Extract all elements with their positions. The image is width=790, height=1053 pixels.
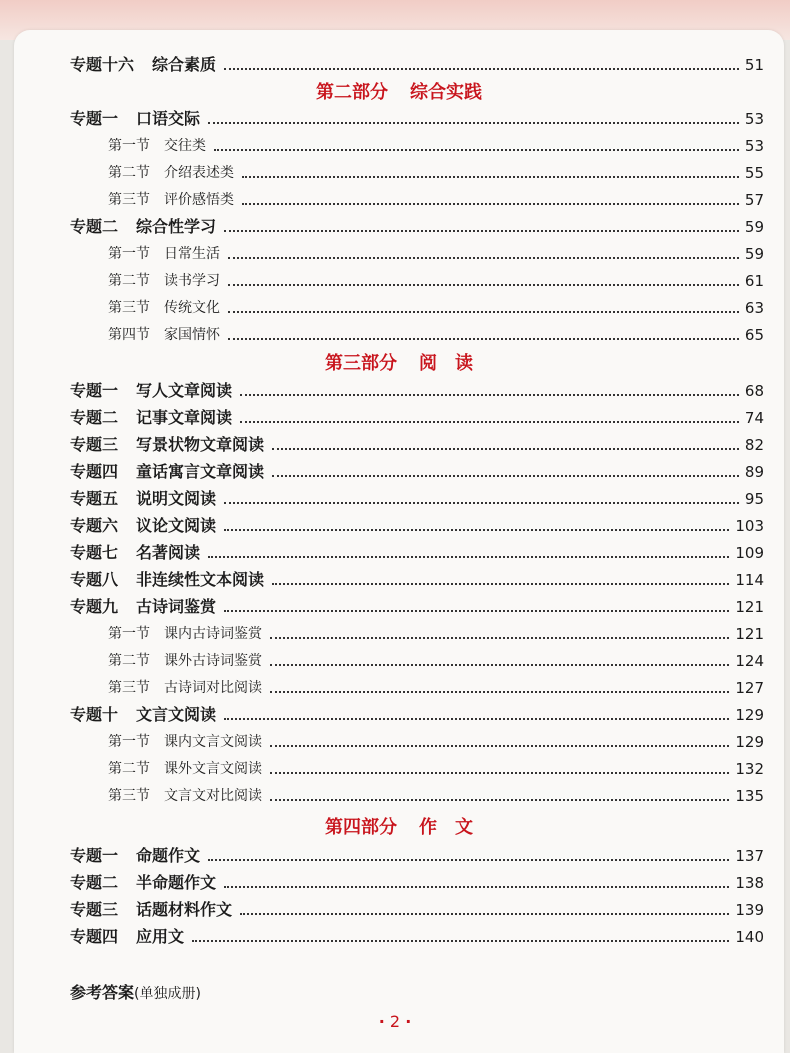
dot-leader xyxy=(208,555,729,558)
dot-leader xyxy=(240,420,739,423)
entry-label: 专题三 xyxy=(70,900,119,919)
dot-leader xyxy=(228,310,739,313)
entry-title: 古诗词对比阅读 xyxy=(164,680,262,696)
entry-title: 家国情怀 xyxy=(164,327,220,343)
entry-title: 综合性学习 xyxy=(136,217,217,236)
entry-page: 55 xyxy=(744,164,764,182)
entry-label: 专题一 xyxy=(70,109,119,128)
entry-label: 第二节 xyxy=(108,273,150,289)
dot-leader xyxy=(224,717,729,720)
dot-leader xyxy=(270,744,729,747)
entry-label: 第二节 xyxy=(108,761,150,777)
page-number xyxy=(0,1012,790,1032)
entry-page: 65 xyxy=(744,326,764,344)
toc-entry[interactable] xyxy=(70,486,764,510)
entry-page: 95 xyxy=(744,490,764,508)
toc-entry[interactable] xyxy=(70,214,764,238)
entry-page: 63 xyxy=(744,299,764,317)
entry-label: 第三节 xyxy=(108,788,150,804)
toc-entry[interactable] xyxy=(70,459,764,483)
part-title: 阅 读 xyxy=(419,353,473,374)
toc-entry[interactable] xyxy=(70,567,764,591)
entry-title: 童话寓言文章阅读 xyxy=(136,462,265,481)
entry-page: 121 xyxy=(735,598,764,616)
toc-subentry[interactable] xyxy=(108,675,764,699)
entry-page: 53 xyxy=(744,137,764,155)
entry-title: 交往类 xyxy=(164,138,206,154)
entry-page: 121 xyxy=(735,625,764,643)
dot-leader xyxy=(208,858,729,861)
entry-page: 82 xyxy=(744,436,764,454)
entry-title: 名著阅读 xyxy=(136,543,201,562)
dot-leader xyxy=(242,175,739,178)
entry-label: 第一节 xyxy=(108,734,150,750)
dot-leader xyxy=(224,229,739,232)
part-number: 第四部分 xyxy=(325,817,397,838)
part-number: 第二部分 xyxy=(316,82,388,103)
entry-label: 专题六 xyxy=(70,516,119,535)
dot-leader xyxy=(214,148,739,151)
dot-leader xyxy=(224,885,729,888)
toc-subentry[interactable] xyxy=(108,133,764,157)
dot-leader xyxy=(228,256,739,259)
entry-page: 138 xyxy=(735,874,764,892)
entry-title: 写人文章阅读 xyxy=(136,381,233,400)
toc-entry[interactable] xyxy=(70,870,764,894)
entry-label: 专题四 xyxy=(70,462,119,481)
entry-label: 专题七 xyxy=(70,543,119,562)
entry-label: 第一节 xyxy=(108,138,150,154)
toc-subentry[interactable] xyxy=(108,268,764,292)
answer-key-note[interactable] xyxy=(70,982,201,1005)
entry-label: 专题四 xyxy=(70,927,119,946)
dot-leader xyxy=(240,393,739,396)
dot-leader xyxy=(270,636,729,639)
toc-entry[interactable] xyxy=(70,405,764,429)
entry-page: 51 xyxy=(744,56,764,74)
page-number-dot-right: · xyxy=(405,1012,412,1031)
toc-entry[interactable] xyxy=(70,702,764,726)
entry-label: 专题五 xyxy=(70,489,119,508)
toc-subentry[interactable] xyxy=(108,783,764,807)
toc-subentry[interactable] xyxy=(108,756,764,780)
entry-page: 114 xyxy=(735,571,764,589)
entry-label: 第四节 xyxy=(108,327,150,343)
toc-entry[interactable] xyxy=(70,378,764,402)
toc-entry[interactable] xyxy=(70,924,764,948)
dot-leader xyxy=(192,939,729,942)
toc-entry[interactable] xyxy=(70,432,764,456)
entry-title: 评价感悟类 xyxy=(164,192,234,208)
entry-label: 第三节 xyxy=(108,300,150,316)
dot-leader xyxy=(272,447,739,450)
entry-label: 专题一 xyxy=(70,381,119,400)
toc-entry[interactable] xyxy=(70,106,764,130)
entry-page: 124 xyxy=(735,652,764,670)
entry-title: 说明文阅读 xyxy=(136,489,217,508)
entry-page: 137 xyxy=(735,847,764,865)
toc-subentry[interactable] xyxy=(108,648,764,672)
entry-title: 读书学习 xyxy=(164,273,220,289)
toc-subentry[interactable] xyxy=(108,729,764,753)
entry-label: 第一节 xyxy=(108,246,150,262)
entry-title: 文言文对比阅读 xyxy=(164,788,262,804)
entry-label: 专题九 xyxy=(70,597,119,616)
toc-entry[interactable] xyxy=(70,513,764,537)
entry-page: 132 xyxy=(735,760,764,778)
dot-leader xyxy=(228,337,739,340)
dot-leader xyxy=(224,609,729,612)
entry-title: 文言文阅读 xyxy=(136,705,217,724)
entry-page: 129 xyxy=(735,706,764,724)
entry-label: 第二节 xyxy=(108,165,150,181)
entry-title: 话题材料作文 xyxy=(136,900,233,919)
toc-entry[interactable] xyxy=(70,843,764,867)
dot-leader xyxy=(208,121,739,124)
entry-page: 109 xyxy=(735,544,764,562)
entry-page: 68 xyxy=(744,382,764,400)
toc-entry[interactable] xyxy=(70,540,764,564)
part-title: 作 文 xyxy=(419,817,473,838)
entry-title: 记事文章阅读 xyxy=(136,408,233,427)
entry-title: 古诗词鉴赏 xyxy=(136,597,217,616)
toc-subentry[interactable] xyxy=(108,621,764,645)
entry-title: 议论文阅读 xyxy=(136,516,217,535)
dot-leader xyxy=(270,798,729,801)
toc-subentry[interactable] xyxy=(108,160,764,184)
dot-leader xyxy=(224,67,739,70)
answer-key-label: 参考答案 xyxy=(70,983,135,1002)
toc-entry[interactable] xyxy=(70,594,764,618)
entry-title: 日常生活 xyxy=(164,246,220,262)
entry-page: 59 xyxy=(744,218,764,236)
entry-page: 129 xyxy=(735,733,764,751)
entry-label: 专题十六 xyxy=(70,55,135,74)
part-heading xyxy=(14,815,784,841)
entry-title: 传统文化 xyxy=(164,300,220,316)
part-heading xyxy=(14,80,784,106)
entry-title: 应用文 xyxy=(136,927,185,946)
dot-leader xyxy=(272,582,729,585)
entry-label: 第三节 xyxy=(108,680,150,696)
entry-label: 专题八 xyxy=(70,570,119,589)
entry-label: 专题二 xyxy=(70,217,119,236)
page-number-dot-left: · xyxy=(378,1012,385,1031)
entry-label: 第二节 xyxy=(108,653,150,669)
toc-subentry[interactable] xyxy=(108,295,764,319)
dot-leader xyxy=(224,528,729,531)
dot-leader xyxy=(272,474,739,477)
entry-title: 课内文言文阅读 xyxy=(164,734,262,750)
entry-title: 课外古诗词鉴赏 xyxy=(164,653,262,669)
entry-page: 139 xyxy=(735,901,764,919)
page-number-value: 2 xyxy=(389,1012,401,1031)
entry-label: 专题二 xyxy=(70,873,119,892)
entry-page: 103 xyxy=(735,517,764,535)
entry-title: 课外文言文阅读 xyxy=(164,761,262,777)
entry-title: 非连续性文本阅读 xyxy=(136,570,265,589)
entry-page: 53 xyxy=(744,110,764,128)
entry-page: 57 xyxy=(744,191,764,209)
dot-leader xyxy=(228,283,739,286)
entry-title: 写景状物文章阅读 xyxy=(136,435,265,454)
entry-title: 半命题作文 xyxy=(136,873,217,892)
dot-leader xyxy=(242,202,739,205)
entry-page: 135 xyxy=(735,787,764,805)
part-title: 综合实践 xyxy=(410,82,482,103)
toc-subentry[interactable] xyxy=(108,322,764,346)
entry-title: 介绍表述类 xyxy=(164,165,234,181)
entry-label: 第一节 xyxy=(108,626,150,642)
entry-page: 59 xyxy=(744,245,764,263)
entry-label: 第三节 xyxy=(108,192,150,208)
dot-leader xyxy=(224,501,739,504)
entry-label: 专题三 xyxy=(70,435,119,454)
dot-leader xyxy=(270,690,729,693)
entry-label: 专题二 xyxy=(70,408,119,427)
toc-entry[interactable] xyxy=(70,897,764,921)
entry-label: 专题一 xyxy=(70,846,119,865)
part-number: 第三部分 xyxy=(325,353,397,374)
dot-leader xyxy=(270,771,729,774)
entry-page: 61 xyxy=(744,272,764,290)
entry-page: 89 xyxy=(744,463,764,481)
entry-page: 127 xyxy=(735,679,764,697)
toc-entry[interactable] xyxy=(70,52,764,76)
dot-leader xyxy=(240,912,729,915)
entry-title: 课内古诗词鉴赏 xyxy=(164,626,262,642)
entry-title: 口语交际 xyxy=(136,109,201,128)
entry-label: 专题十 xyxy=(70,705,119,724)
entry-page: 74 xyxy=(744,409,764,427)
toc-subentry[interactable] xyxy=(108,241,764,265)
entry-page: 140 xyxy=(735,928,764,946)
dot-leader xyxy=(270,663,729,666)
entry-title: 综合素质 xyxy=(152,55,217,74)
answer-key-remark: (单独成册) xyxy=(134,986,201,1002)
part-heading xyxy=(14,351,784,377)
entry-title: 命题作文 xyxy=(136,846,201,865)
toc-subentry[interactable] xyxy=(108,187,764,211)
